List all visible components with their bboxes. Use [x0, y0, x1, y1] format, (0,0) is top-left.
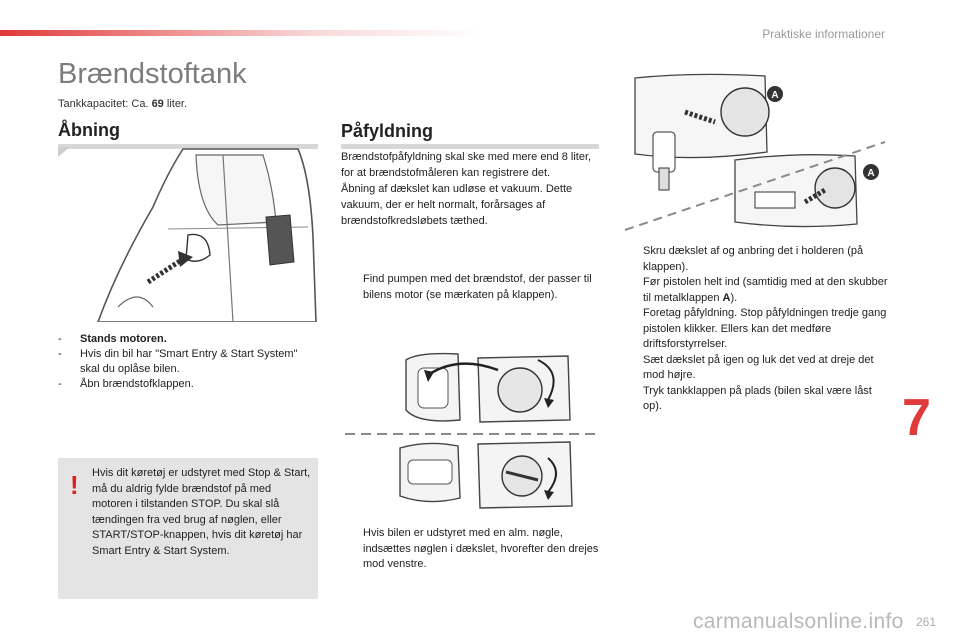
list-item: [621, 384, 889, 415]
list-item-text: Stands motoren.: [80, 333, 167, 345]
list-item: [58, 377, 318, 392]
capacity-value: 69: [151, 98, 164, 110]
pump-instruction: [341, 272, 603, 303]
refuel-paragraph: Åbning af dækslet kan udløse et vakuum. Dette vakuum, der er helt normalt, forårsages af brændstofkredsløbets tæthed.: [341, 183, 573, 227]
list-item: [58, 347, 318, 377]
bullet-icon: [621, 384, 643, 415]
refuel-intro: [341, 149, 603, 229]
bullet-icon: [621, 353, 643, 384]
list-dash: -: [58, 333, 62, 345]
list-dash: -: [58, 378, 62, 390]
list-item-text: Åbn brændstofklappen.: [80, 378, 194, 390]
bullet-icon: [621, 275, 643, 306]
warning-text: Hvis dit køretøj er udstyret med Stop & Start, må du aldrig fylde brændstof på med motoren i tilstanden STOP. Du skal slå tændingen fra ved brug af nøglen, eller START/STOP-knappen, hvis dit køretøj har Smart Entry & Start System.: [92, 467, 311, 557]
section-label: Praktiske informationer: [762, 27, 885, 41]
illustration-divider: [345, 432, 597, 436]
page-title: Brændstoftank: [58, 58, 247, 90]
list-item-text: Foretag påfyldning. Stop påfyldningen tredje gang pistolen klikker. Ellers kan det medføre driftsforstyrrelser.: [643, 307, 887, 350]
chapter-number: 7: [902, 389, 931, 447]
list-item-text: Før pistolen helt ind (samtidig med at den skubber til metalklappen A).: [643, 276, 888, 304]
refuel-steps: [621, 244, 889, 415]
list-item-text: Sæt dækslet på igen og luk det ved at dreje det mod højre.: [643, 353, 874, 381]
list-item: [341, 526, 603, 573]
warning-icon: !: [70, 470, 79, 500]
refuel-heading: Påfyldning: [341, 121, 434, 141]
capacity-suffix: liter.: [163, 98, 188, 110]
capacity-prefix: Tankkapacitet: Ca.: [58, 98, 152, 110]
list-dash: -: [58, 348, 62, 360]
bullet-icon: [341, 526, 363, 573]
opening-steps: [58, 332, 318, 392]
van-fuel-flap-illustration: [58, 147, 318, 322]
fuel-nozzle-illustration: [615, 72, 895, 238]
callout-label: A: [771, 90, 779, 101]
bullet-icon: [621, 244, 643, 275]
list-item: [621, 244, 889, 275]
fuel-cap-open-illustration: [398, 350, 578, 428]
fuel-cap-key-illustration: [398, 438, 578, 510]
opening-heading: Åbning: [58, 120, 120, 140]
watermark: carmanualsonline.info: [693, 610, 904, 633]
list-item: [621, 353, 889, 384]
list-item: [341, 272, 603, 303]
list-item-text: Hvis din bil har "Smart Entry & Start System" skal du oplåse bilen.: [80, 348, 298, 375]
callout-label: A: [867, 168, 875, 179]
refuel-paragraph: Brændstofpåfyldning skal ske med mere end 8 liter, for at brændstofmåleren kan registrere det.: [341, 151, 592, 179]
list-item-text: Skru dækslet af og anbring det i holderen (på klappen).: [643, 245, 864, 273]
list-item-text: Tryk tankklappen på plads (bilen skal være låst op).: [643, 384, 872, 412]
list-item: [621, 306, 889, 353]
list-item: [58, 332, 318, 347]
list-item-text: Hvis bilen er udstyret med en alm. nøgle, indsættes nøglen i dækslet, hvorefter den drejes mod venstre.: [363, 527, 599, 570]
key-instruction: [341, 526, 603, 573]
header-accent-bar: [0, 30, 480, 36]
list-item: [621, 275, 889, 306]
page-number: 261: [916, 615, 937, 629]
bullet-icon: [621, 306, 643, 353]
tank-capacity: [58, 98, 187, 110]
bullet-icon: [341, 272, 363, 303]
list-item-text: Find pumpen med det brændstof, der passer til bilens motor (se mærkaten på klappen).: [363, 273, 592, 301]
